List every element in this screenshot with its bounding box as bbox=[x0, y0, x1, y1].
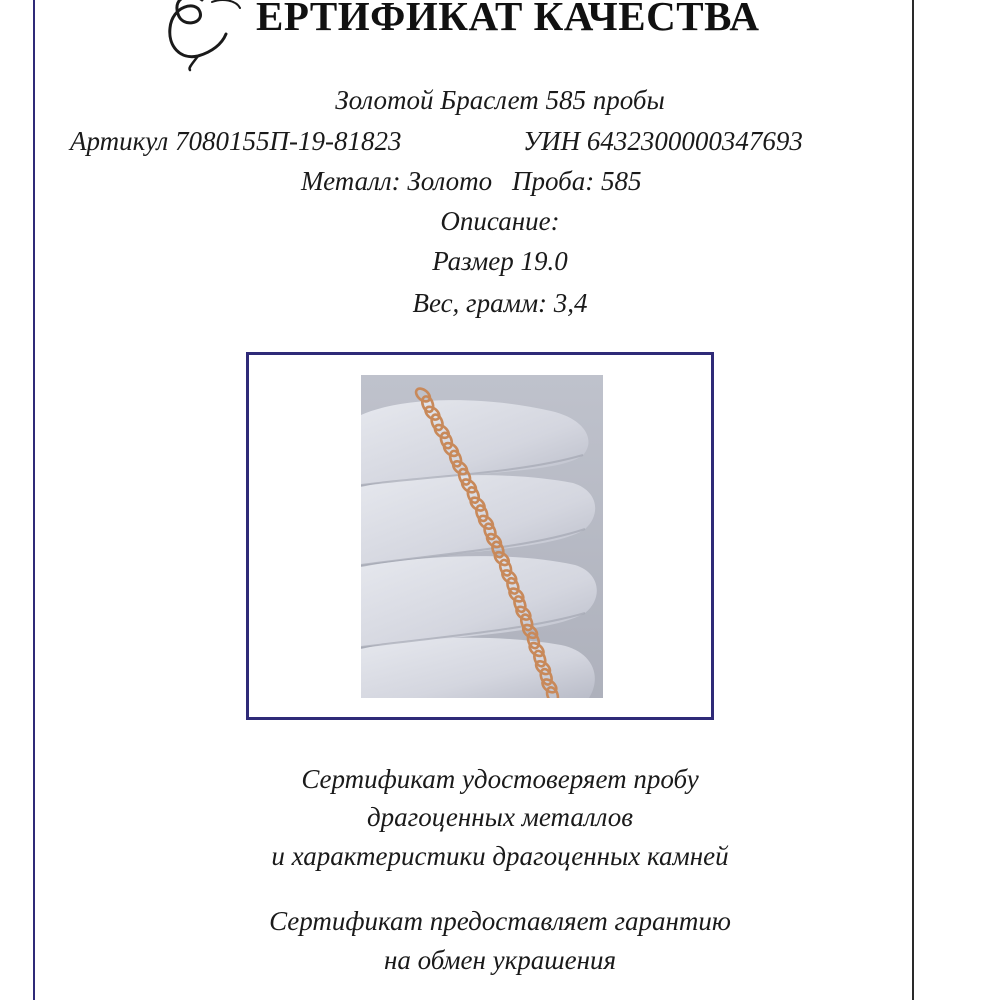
product-name: Золотой Браслет 585 пробы bbox=[335, 85, 665, 115]
guarantee-line-1: Сертификат предоставляет гарантию bbox=[269, 906, 731, 936]
description-label: Описание: bbox=[440, 206, 560, 236]
statement-line-2: драгоценных металлов bbox=[367, 802, 633, 832]
article-number: Артикул 7080155П-19-81823 bbox=[70, 126, 402, 156]
statement-line-3: и характеристики драгоценных камней bbox=[271, 841, 729, 871]
weight-field: Вес, грамм: 3,4 bbox=[412, 288, 588, 318]
assay-field: Проба: 585 bbox=[512, 166, 642, 196]
certificate-title: ЕРТИФИКАТ КАЧЕСТВА bbox=[256, 0, 760, 39]
statement-line-1: Сертификат удостоверяет пробу bbox=[301, 764, 699, 794]
bracelet-photo bbox=[361, 375, 603, 698]
uin-number: УИН 6432300000347693 bbox=[523, 126, 803, 156]
size-field: Размер 19.0 bbox=[432, 246, 568, 276]
monogram-logo bbox=[152, 0, 262, 74]
guarantee-line-2: на обмен украшения bbox=[383, 945, 617, 975]
product-photo-frame bbox=[246, 352, 714, 720]
metal-field: Металл: Золото bbox=[301, 166, 493, 196]
